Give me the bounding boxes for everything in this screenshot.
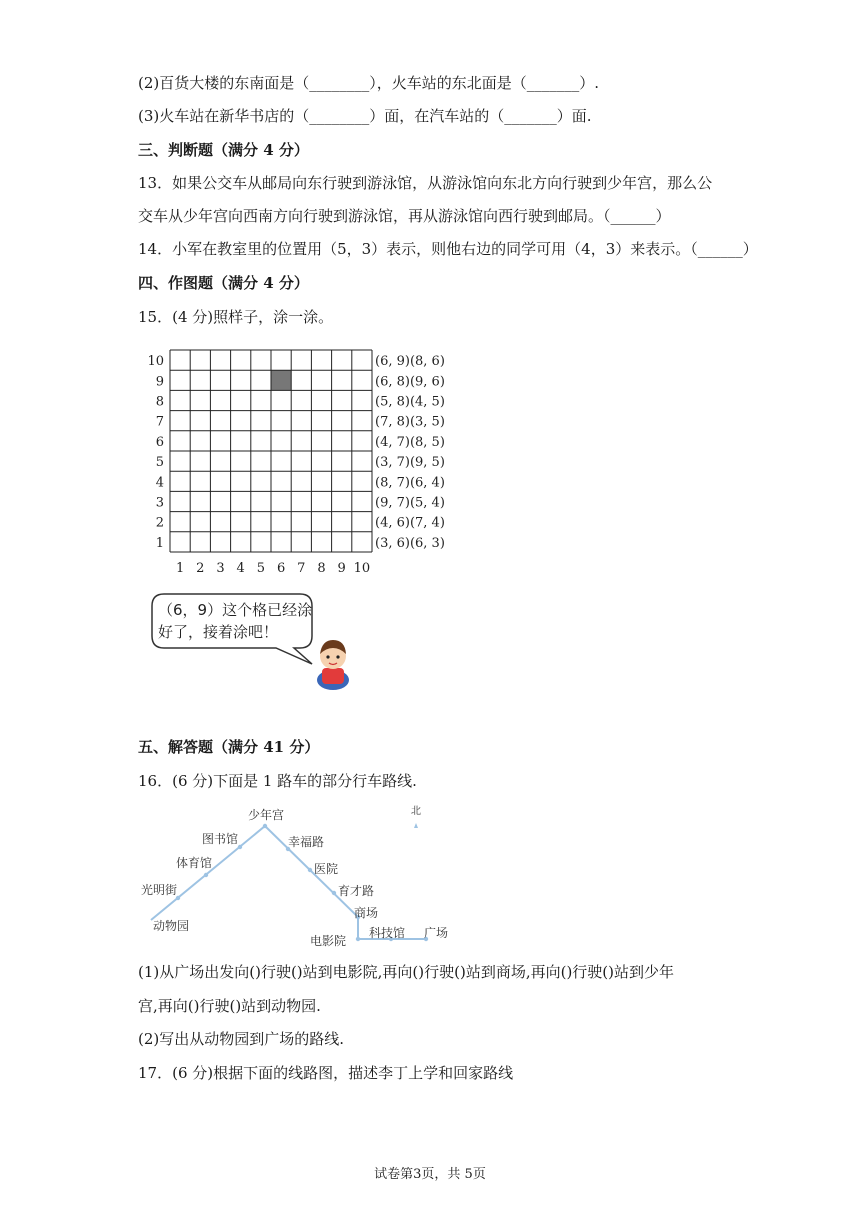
stop-tiyuguan: 体育馆 bbox=[176, 856, 213, 870]
child-figure-icon bbox=[317, 640, 349, 690]
grid-y-label: 7 bbox=[155, 414, 164, 430]
bubble-text-line-2: 好了，接着涂吧！ bbox=[158, 623, 279, 641]
coordinate-pair-row: (8, 7)(6, 4) bbox=[375, 475, 445, 491]
speech-bubble-figure bbox=[150, 592, 360, 692]
question-12-part-2: (2)百货大楼的东南面是（________），火车站的东北面是（_______）. bbox=[138, 74, 600, 92]
stop-xingfulu: 幸福路 bbox=[288, 835, 325, 849]
question-16-part-1-line-1: (1)从广场出发向()行驶()站到电影院,再向()行驶()站到商场,再向()行驶()站到少年 bbox=[138, 963, 675, 981]
question-15: 15．(4 分)照样子，涂一涂。 bbox=[138, 308, 334, 326]
question-14: 14．小军在教室里的位置用（5，3）表示，则他右边的同学可用（4，3）来表示。（______） bbox=[138, 240, 758, 258]
coordinate-pair-row: (5, 8)(4, 5) bbox=[375, 394, 445, 410]
stop-dianyingyuan: 电影院 bbox=[310, 934, 347, 948]
grid-y-label: 5 bbox=[155, 455, 164, 471]
grid-x-label: 7 bbox=[297, 561, 306, 576]
page-footer: 试卷第3页，共 5页 bbox=[374, 1167, 486, 1182]
stop-yiyuan: 医院 bbox=[314, 862, 339, 876]
grid-x-label: 3 bbox=[216, 561, 225, 576]
grid-x-label: 2 bbox=[196, 561, 205, 576]
coordinate-grid bbox=[138, 342, 478, 582]
grid-x-label: 6 bbox=[276, 561, 286, 576]
grid-x-label: 4 bbox=[236, 561, 245, 576]
coordinate-pair-row: (6, 8)(9, 6) bbox=[375, 374, 445, 390]
stop-guangmingjie: 光明街 bbox=[141, 883, 178, 897]
shaded-cell bbox=[271, 370, 291, 390]
grid-y-label: 1 bbox=[155, 535, 164, 551]
grid-x-label: 1 bbox=[175, 561, 185, 576]
grid-x-label: 8 bbox=[317, 561, 326, 576]
grid-y-label: 8 bbox=[155, 394, 164, 410]
stop-guangchang: 广场 bbox=[424, 926, 449, 940]
coordinate-pair-row: (3, 7)(9, 5) bbox=[375, 455, 445, 471]
coordinate-pair-row: (4, 7)(8, 5) bbox=[375, 434, 445, 450]
section-5-heading: 五、解答题（满分 41 分） bbox=[138, 738, 320, 756]
north-label: 北 bbox=[411, 806, 421, 817]
question-13-line-2: 交车从少年宫向西南方向行驶到游泳馆，再从游泳馆向西行驶到邮局。（______） bbox=[138, 207, 671, 225]
question-16-part-2: (2)写出从动物园到广场的路线. bbox=[138, 1030, 345, 1048]
grid-y-label: 10 bbox=[147, 354, 164, 370]
grid-x-label: 5 bbox=[256, 561, 266, 576]
coordinate-pair-row: (4, 6)(7, 4) bbox=[375, 515, 445, 531]
coordinate-pair-row: (3, 6)(6, 3) bbox=[375, 535, 445, 551]
grid-y-label: 3 bbox=[155, 495, 164, 511]
question-16-part-1-line-2: 宫,再向()行驶()站到动物园. bbox=[138, 997, 321, 1015]
coordinate-pair-row: (6, 9)(8, 6) bbox=[375, 354, 445, 370]
question-13-line-1: 13．如果公交车从邮局向东行驶到游泳馆，从游泳馆向东北方向行驶到少年宫，那么公 bbox=[138, 174, 713, 192]
stop-dongwuyuan: 动物园 bbox=[153, 919, 190, 933]
stop-kejiguan: 科技馆 bbox=[369, 926, 406, 940]
grid-lines bbox=[170, 350, 372, 552]
grid-x-label: 10 bbox=[353, 561, 371, 576]
stop-tushuguan: 图书馆 bbox=[202, 832, 239, 846]
coordinate-pair-row: (7, 8)(3, 5) bbox=[375, 414, 445, 430]
grid-y-label: 9 bbox=[155, 374, 164, 390]
stop-shangchang: 商场 bbox=[354, 906, 379, 920]
north-arrow-icon bbox=[414, 823, 418, 828]
coordinate-pair-row: (9, 7)(5, 4) bbox=[375, 495, 445, 511]
section-3-heading: 三、判断题（满分 4 分） bbox=[138, 141, 309, 159]
grid-x-label: 9 bbox=[337, 561, 346, 576]
grid-y-label: 2 bbox=[155, 515, 164, 531]
bus-route-map bbox=[138, 800, 468, 955]
question-12-part-3: (3)火车站在新华书店的（________）面，在汽车站的（_______）面. bbox=[138, 107, 592, 125]
section-4-heading: 四、作图题（满分 4 分） bbox=[138, 274, 309, 292]
question-17: 17．(6 分)根据下面的线路图，描述李丁上学和回家路线 bbox=[138, 1064, 514, 1082]
grid-y-label: 4 bbox=[155, 475, 164, 491]
grid-y-label: 6 bbox=[155, 434, 164, 450]
stop-shaoniangong: 少年宫 bbox=[248, 808, 285, 822]
bubble-text-line-1: （6，9）这个格已经涂 bbox=[158, 601, 313, 619]
stop-yucailu: 育才路 bbox=[338, 884, 375, 898]
question-16: 16．(6 分)下面是 1 路车的部分行车路线. bbox=[138, 772, 417, 790]
